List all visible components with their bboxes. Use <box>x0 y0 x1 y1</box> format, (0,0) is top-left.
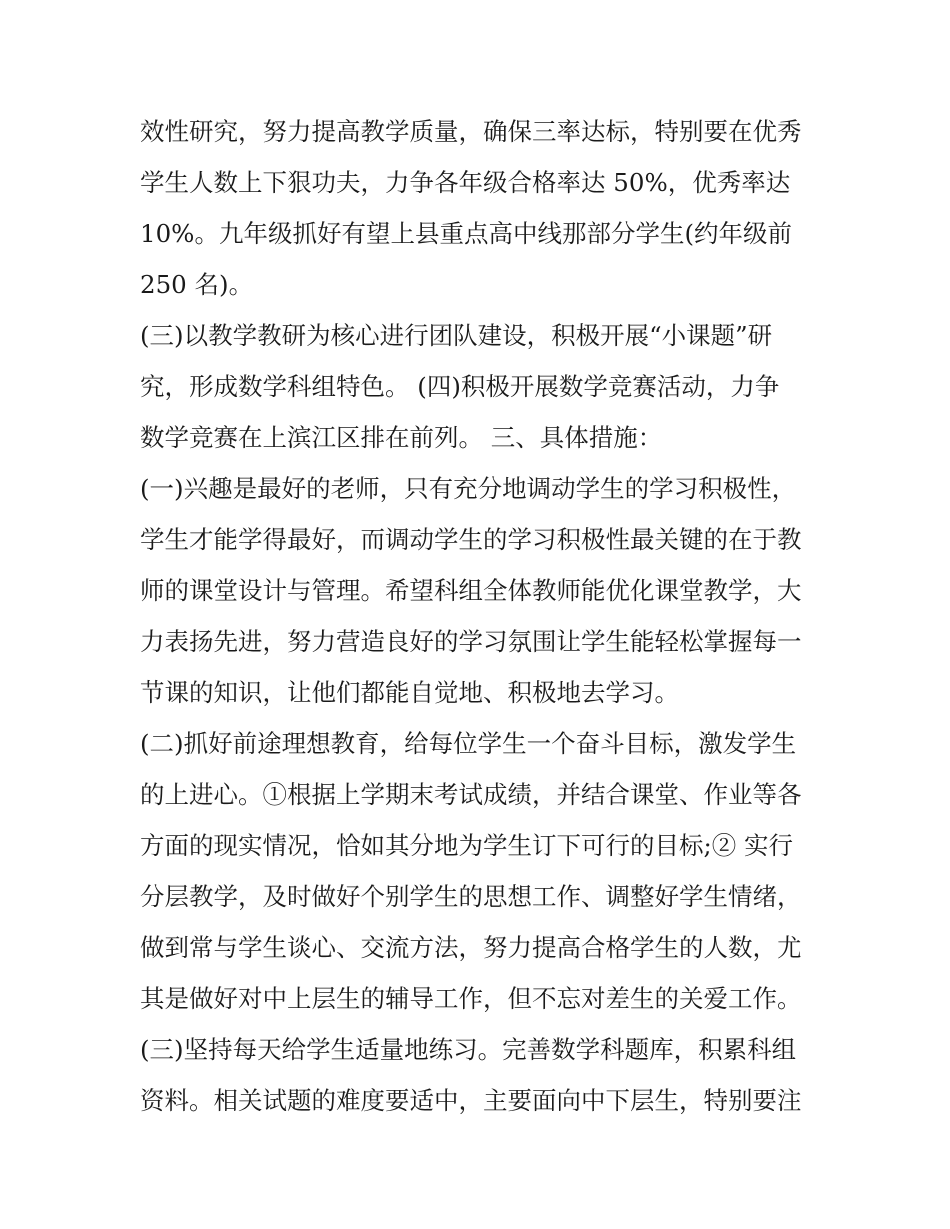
text-line-17: 做到常与学生谈心、交流方法，努力提高合格学生的人数，尤 <box>140 933 802 962</box>
text-line-16: 分层教学，及时做好个别学生的思想工作、调整好学生情绪， <box>140 882 802 911</box>
text-line-2: 学生人数上下狠功夫，力争各年级合格率达 50%，优秀率达 <box>140 168 791 197</box>
text-line-6: 究，形成数学科组特色。 (四)积极开展数学竞赛活动，力争 <box>140 372 780 401</box>
text-line-12: 节课的知识，让他们都能自觉地、积极地去学习。 <box>140 678 679 707</box>
text-line-11: 力表扬先进，努力营造良好的学习氛围让学生能轻松掌握每一 <box>140 627 802 656</box>
text-line-4: 250 名)。 <box>140 270 254 299</box>
body-text <box>140 106 820 1126</box>
text-line-3: 10%。九年级抓好有望上县重点高中线那部分学生(约年级前 <box>140 219 793 248</box>
text-line-1: 效性研究，努力提高教学质量，确保三率达标，特别要在优秀 <box>140 117 802 146</box>
text-line-15: 方面的现实情况，恰如其分地为学生订下可行的目标;② 实行 <box>140 831 794 860</box>
text-line-19: (三)坚持每天给学生适量地练习。完善数学科题库，积累科组 <box>140 1035 797 1064</box>
text-line-9: 学生才能学得最好，而调动学生的学习积极性最关键的在于教 <box>140 525 802 554</box>
text-line-20: 资料。相关试题的难度要适中，主要面向中下层生，特别要注 <box>140 1086 802 1115</box>
text-line-7: 数学竞赛在上滨江区排在前列。 三、具体措施： <box>140 423 663 452</box>
text-line-8: (一)兴趣是最好的老师，只有充分地调动学生的学习积极性， <box>140 474 797 503</box>
text-line-5: (三)以教学教研为核心进行团队建设，积极开展“小课题”研 <box>140 321 773 350</box>
text-line-10: 师的课堂设计与管理。希望科组全体教师能优化课堂教学，大 <box>140 576 802 605</box>
text-line-13: (二)抓好前途理想教育，给每位学生一个奋斗目标，激发学生 <box>140 729 797 758</box>
text-line-18: 其是做好对中上层生的辅导工作，但不忘对差生的关爱工作。 <box>140 984 802 1013</box>
text-line-14: 的上进心。①根据上学期末考试成绩，并结合课堂、作业等各 <box>140 780 802 809</box>
